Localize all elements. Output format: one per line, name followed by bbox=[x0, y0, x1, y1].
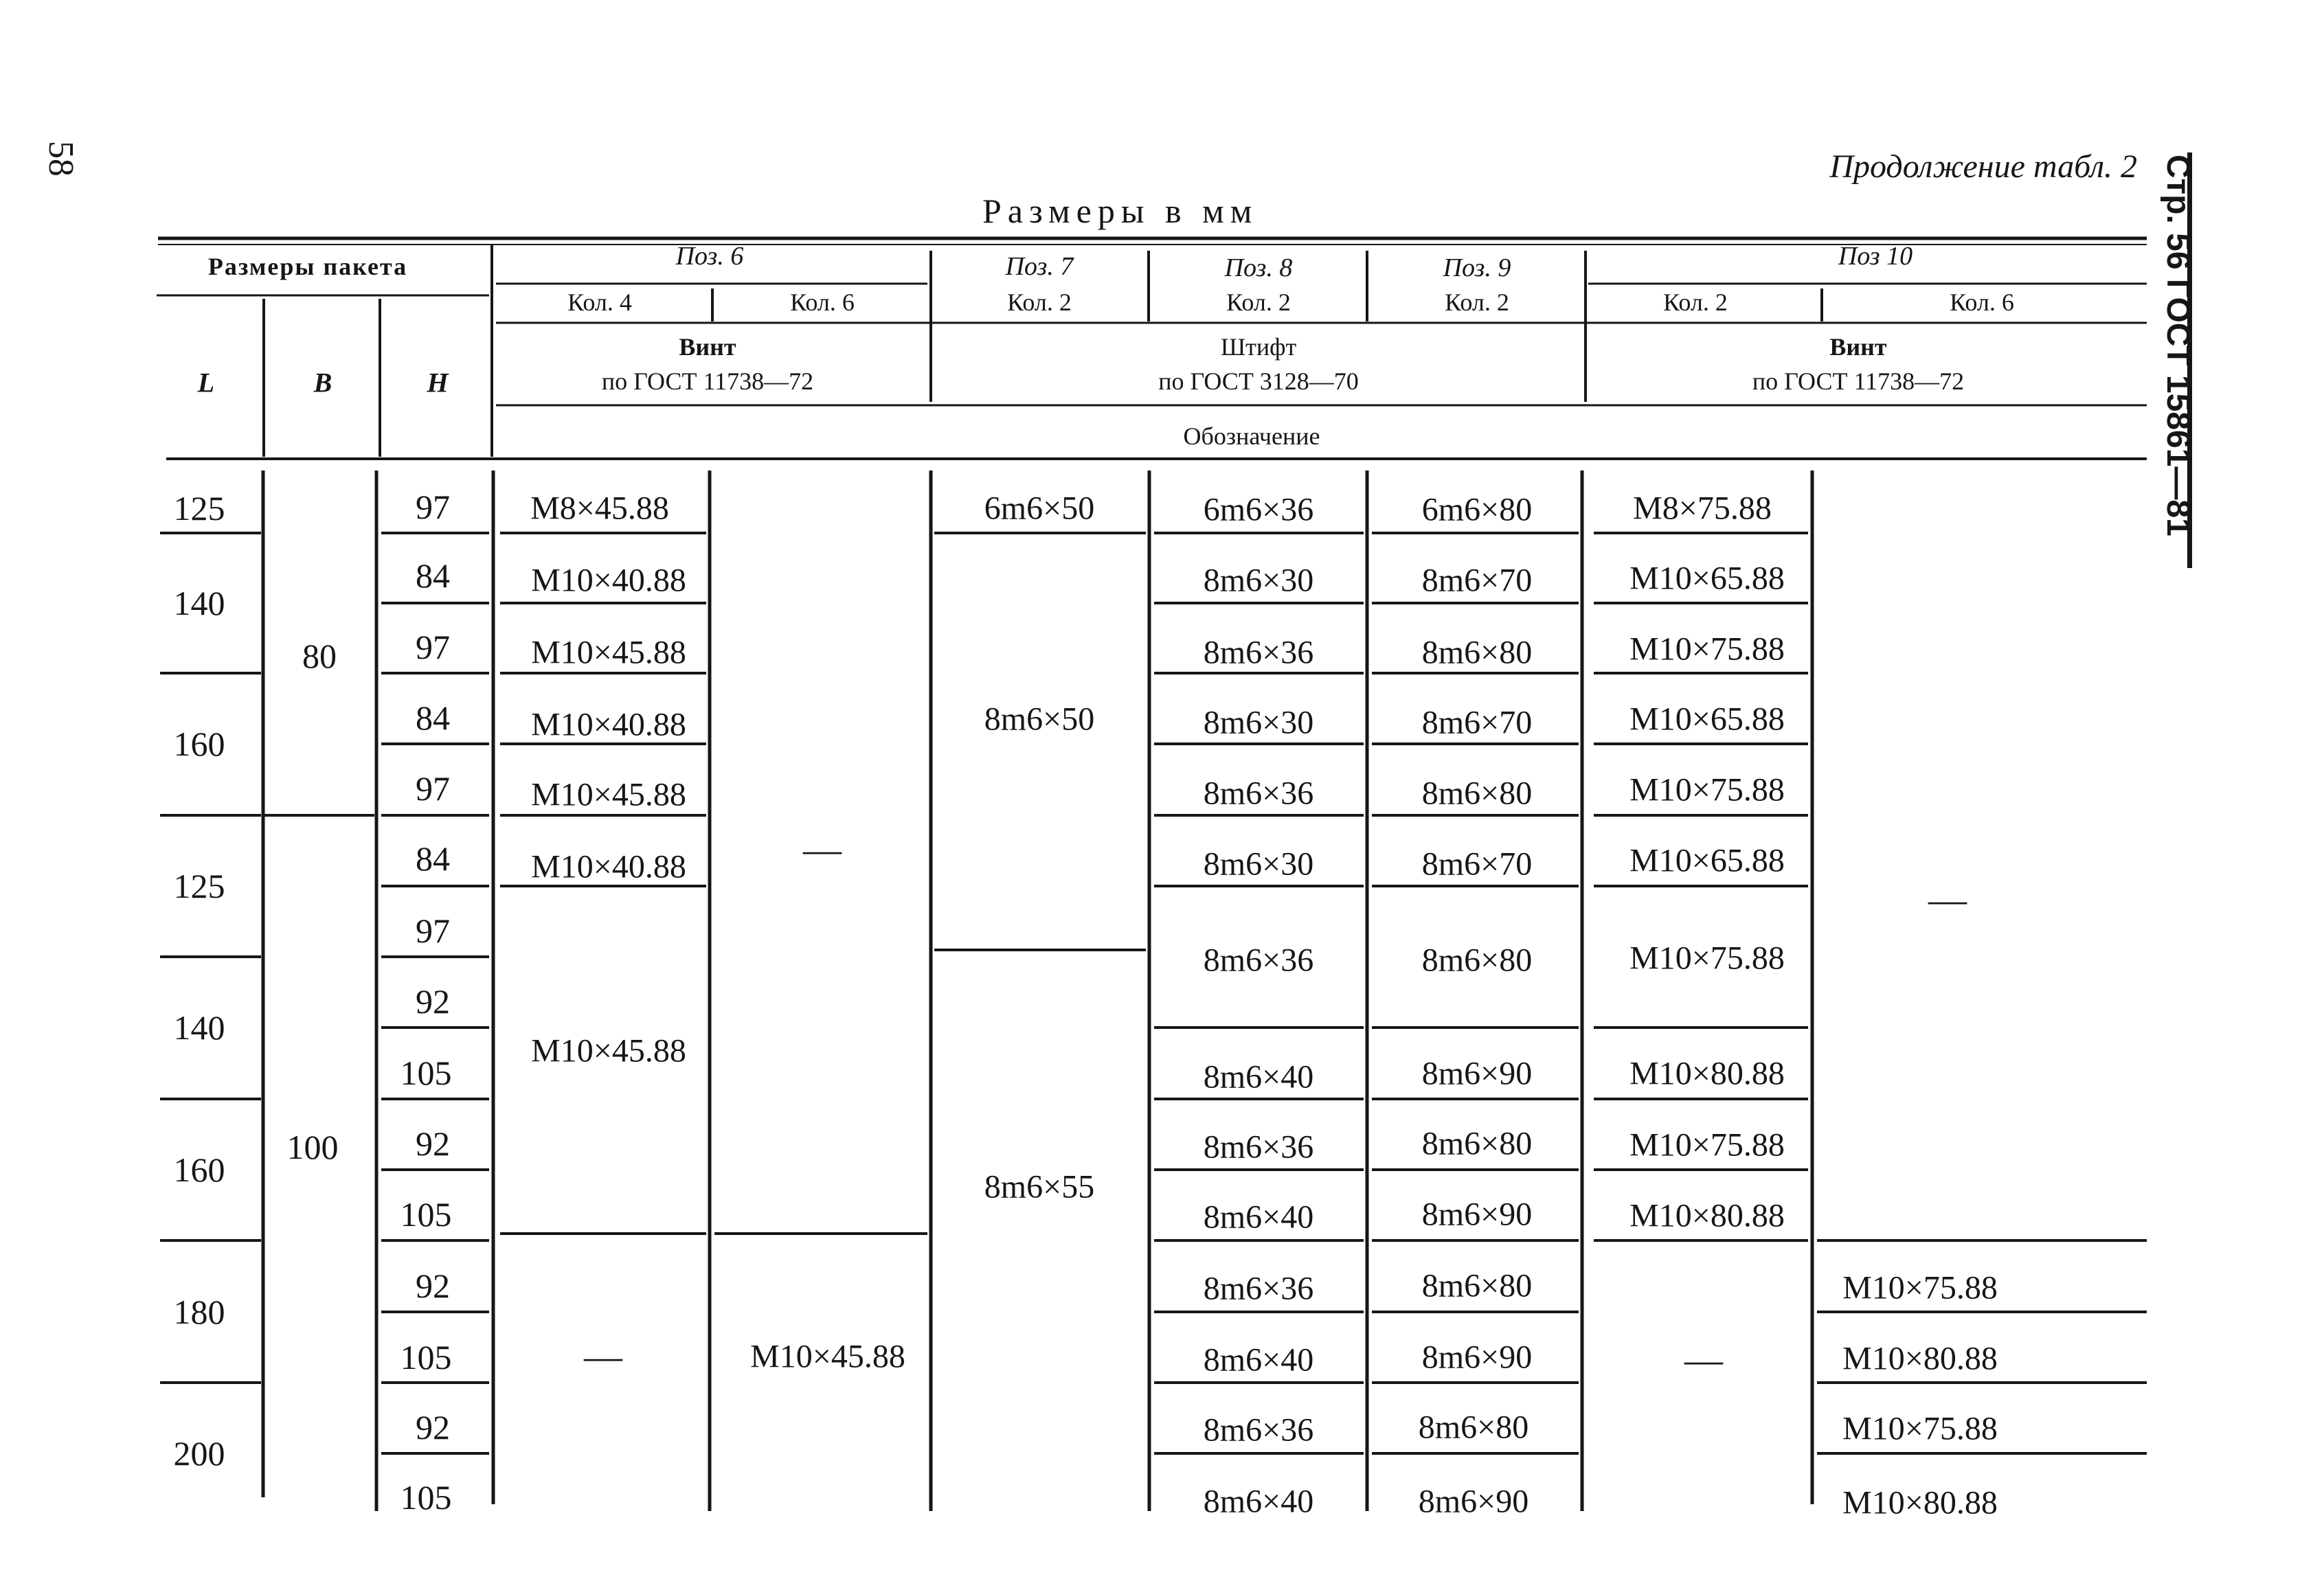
header-poz8: Поз. 8 bbox=[1224, 253, 1293, 282]
header-screw-b-standard: по ГОСТ 11738—72 bbox=[1752, 367, 1965, 395]
header-col-h: H bbox=[427, 367, 449, 398]
cell-poz10-qty2: M8×75.88 bbox=[1633, 490, 1772, 527]
cell-b: 80 bbox=[302, 637, 337, 675]
cell-l: 140 bbox=[173, 584, 225, 622]
cell-l: 125 bbox=[173, 867, 225, 905]
cell-poz8: 8m6×30 bbox=[1203, 704, 1314, 741]
header-qty4: Кол. 4 bbox=[567, 288, 632, 316]
cell-poz9: 8m6×80 bbox=[1418, 1409, 1529, 1446]
header-qty2-poz9: Кол. 2 bbox=[1445, 288, 1509, 316]
cell-poz6-qty6: M10×45.88 bbox=[750, 1338, 905, 1375]
cell-l: 125 bbox=[173, 489, 225, 528]
cell-poz8: 8m6×36 bbox=[1203, 634, 1314, 671]
cell-poz7: 8m6×55 bbox=[984, 1168, 1095, 1205]
cell-poz9: 8m6×70 bbox=[1421, 846, 1533, 883]
cell-h: 84 bbox=[416, 839, 450, 878]
cell-poz10-qty2: M10×75.88 bbox=[1629, 631, 1785, 668]
cell-poz8: 8m6×36 bbox=[1203, 1270, 1314, 1307]
cell-h: 105 bbox=[400, 1478, 452, 1517]
page-number: 58 bbox=[41, 141, 80, 177]
cell-poz6-qty4: M10×40.88 bbox=[531, 562, 686, 599]
cell-l: 200 bbox=[173, 1434, 225, 1473]
header-poz9: Поз. 9 bbox=[1443, 253, 1511, 282]
cell-poz8: 8m6×40 bbox=[1203, 1483, 1314, 1520]
cell-h: 97 bbox=[416, 628, 450, 666]
cell-poz8: 8m6×36 bbox=[1203, 1411, 1314, 1449]
cell-h: 105 bbox=[400, 1195, 452, 1234]
cell-poz9: 8m6×90 bbox=[1421, 1339, 1533, 1376]
cell-poz6-qty4: M10×40.88 bbox=[531, 848, 686, 885]
header-pin: Штифт bbox=[1220, 333, 1297, 361]
header-screw-a: Винт bbox=[679, 333, 736, 361]
header-poz7: Поз. 7 bbox=[1005, 252, 1074, 281]
cell-h: 92 bbox=[416, 982, 450, 1021]
cell-poz9: 8m6×90 bbox=[1421, 1196, 1533, 1233]
cell-poz10-qty2: M10×80.88 bbox=[1629, 1055, 1785, 1092]
cell-poz9: 8m6×80 bbox=[1421, 775, 1533, 812]
header-qty6: Кол. 6 bbox=[790, 288, 855, 316]
cell-h: 92 bbox=[416, 1124, 450, 1163]
cell-poz6-qty4: M10×40.88 bbox=[531, 706, 686, 743]
cell-poz6-qty4: M10×45.88 bbox=[531, 1032, 686, 1069]
header-poz6: Поз. 6 bbox=[675, 242, 744, 271]
cell-poz10-qty6: M10×80.88 bbox=[1842, 1340, 1998, 1377]
cell-h: 105 bbox=[400, 1054, 452, 1092]
cell-l: 160 bbox=[173, 725, 225, 763]
cell-h: 97 bbox=[416, 769, 450, 808]
cell-poz10-qty2: M10×75.88 bbox=[1629, 940, 1785, 977]
cell-poz10-qty6-dash: — bbox=[1928, 878, 1967, 921]
cell-poz8: 8m6×40 bbox=[1203, 1341, 1314, 1379]
cell-b: 100 bbox=[286, 1128, 339, 1166]
cell-poz9: 8m6×70 bbox=[1421, 562, 1533, 599]
cell-poz10-qty6: M10×75.88 bbox=[1842, 1410, 1998, 1447]
cell-poz8: 8m6×40 bbox=[1203, 1199, 1314, 1236]
cell-h: 97 bbox=[416, 488, 450, 526]
header-qty2-poz7: Кол. 2 bbox=[1007, 288, 1072, 316]
cell-poz10-qty2-dash: — bbox=[1684, 1339, 1723, 1381]
header-packet-sizes: Размеры пакета bbox=[207, 253, 408, 280]
cell-poz10-qty2: M10×75.88 bbox=[1629, 1126, 1785, 1164]
cell-poz7: 6m6×50 bbox=[984, 490, 1095, 527]
side-header: Стр. 56 ГОСТ 15861—81 bbox=[2160, 155, 2196, 536]
cell-poz6-qty4: M10×45.88 bbox=[531, 634, 686, 671]
header-qty2-poz8: Кол. 2 bbox=[1226, 288, 1291, 316]
cell-h: 84 bbox=[416, 699, 450, 737]
header-poz10: Поз 10 bbox=[1838, 242, 1913, 271]
cell-l: 180 bbox=[173, 1293, 225, 1331]
cell-poz8: 8m6×40 bbox=[1203, 1058, 1314, 1096]
cell-poz8: 6m6×36 bbox=[1203, 491, 1314, 528]
cell-poz6-qty4-dash: — bbox=[584, 1335, 622, 1378]
cell-poz6-qty4: M8×45.88 bbox=[530, 490, 669, 527]
cell-poz9: 6m6×80 bbox=[1421, 491, 1533, 528]
cell-poz9: 8m6×80 bbox=[1421, 942, 1533, 979]
units-caption: Размеры в мм bbox=[982, 192, 1259, 230]
cell-poz6-qty6-dash: — bbox=[803, 828, 842, 871]
cell-poz8: 8m6×30 bbox=[1203, 846, 1314, 883]
cell-poz8: 8m6×30 bbox=[1203, 562, 1314, 599]
header-qty6-poz10: Кол. 6 bbox=[1950, 288, 2014, 316]
cell-poz10-qty6: M10×75.88 bbox=[1842, 1269, 1998, 1306]
cell-h: 97 bbox=[416, 911, 450, 950]
header-screw-a-standard: по ГОСТ 11738—72 bbox=[601, 367, 814, 395]
cell-l: 160 bbox=[173, 1150, 225, 1189]
cell-h: 84 bbox=[416, 556, 450, 595]
cell-l: 140 bbox=[173, 1008, 225, 1047]
header-col-l: L bbox=[197, 367, 215, 398]
cell-poz8: 8m6×36 bbox=[1203, 1128, 1314, 1166]
cell-h: 92 bbox=[416, 1408, 450, 1447]
cell-poz10-qty2: M10×65.88 bbox=[1629, 701, 1785, 738]
cell-poz9: 8m6×80 bbox=[1421, 1125, 1533, 1162]
cell-poz10-qty2: M10×80.88 bbox=[1629, 1197, 1785, 1234]
cell-poz9: 8m6×80 bbox=[1421, 1267, 1533, 1304]
cell-poz10-qty2: M10×65.88 bbox=[1629, 842, 1785, 879]
cell-poz7: 8m6×50 bbox=[984, 701, 1095, 738]
cell-poz8: 8m6×36 bbox=[1203, 942, 1314, 979]
cell-poz9: 8m6×90 bbox=[1421, 1055, 1533, 1092]
cell-poz9: 8m6×80 bbox=[1421, 634, 1533, 671]
cell-poz10-qty2: M10×65.88 bbox=[1629, 560, 1785, 597]
cell-h: 92 bbox=[416, 1267, 450, 1305]
cell-poz8: 8m6×36 bbox=[1203, 775, 1314, 812]
cell-h: 105 bbox=[400, 1338, 452, 1376]
header-col-b: B bbox=[313, 367, 332, 398]
cell-poz10-qty6: M10×80.88 bbox=[1842, 1484, 1998, 1521]
cell-poz10-qty2: M10×75.88 bbox=[1629, 771, 1785, 808]
header-qty2-poz10: Кол. 2 bbox=[1663, 288, 1728, 316]
cell-poz9: 8m6×70 bbox=[1421, 704, 1533, 741]
continuation-caption: Продолжение табл. 2 bbox=[1829, 148, 2137, 185]
cell-poz6-qty4: M10×45.88 bbox=[531, 776, 686, 813]
header-screw-b: Винт bbox=[1829, 333, 1887, 361]
header-pin-standard: по ГОСТ 3128—70 bbox=[1158, 367, 1359, 395]
cell-poz9: 8m6×90 bbox=[1418, 1483, 1529, 1520]
header-designation: Обозначение bbox=[1183, 422, 1320, 450]
